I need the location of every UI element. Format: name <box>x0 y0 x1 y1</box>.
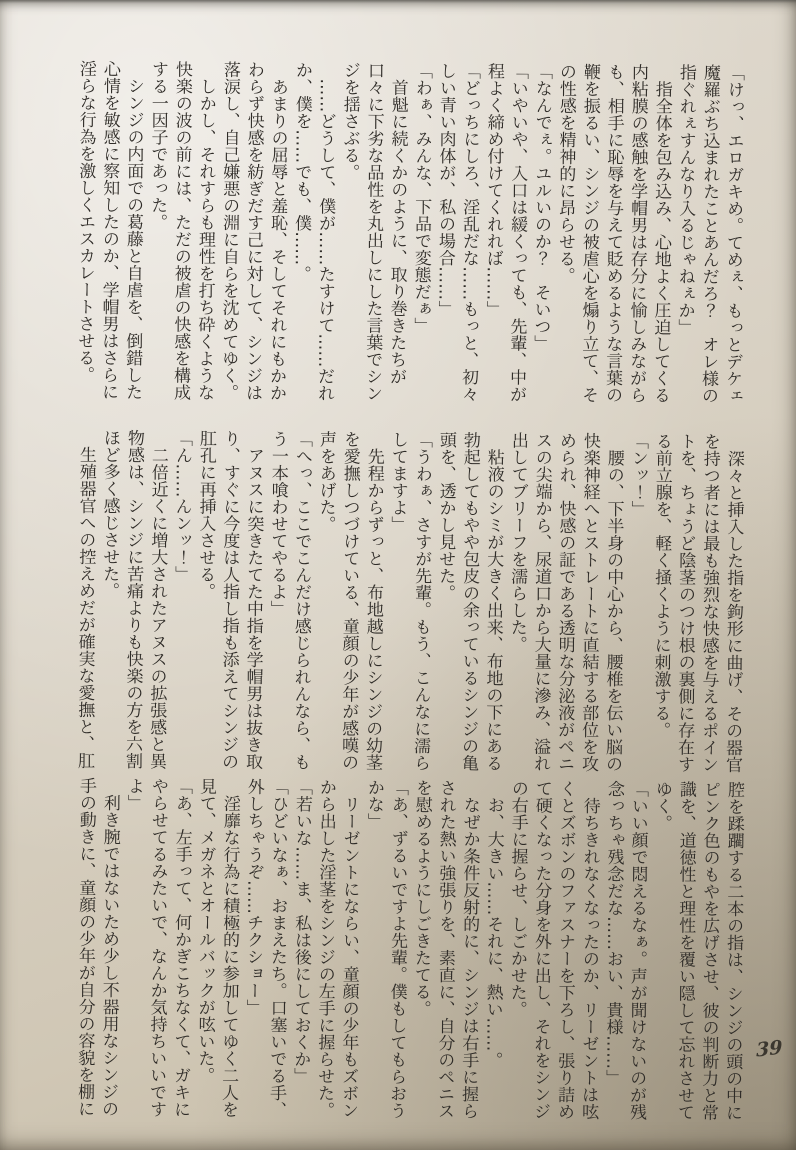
text-paragraph: あまりの屈辱と羞恥、そしてそれにもかかわらず快感を紡ぎだす己に対して、シンジは落涙し、自己嫌悪の淵に自らを沈めてゆく。 <box>217 60 289 402</box>
text-paragraph: 深々と挿入した指を鉤形に曲げ、その器官を持つ者には最も強烈な快感を与えるポイントを、ちょうど陰茎のつけ根の裏側に存在する前立腺を、軽く掻くように刺激する。 <box>650 432 745 773</box>
text-paragraph: 腔を蹂躙する二本の指は、シンジの頭の中にピンク色のもやを広げさせ、彼の判断力と常識を、道徳性と理性を覆い隠して忘れさせてゆく。 <box>651 780 745 1121</box>
text-paragraph: シンジの内面での葛藤と自虐を、倒錯した心情を敏感に察知したのか、学帽男はさらに淫らな行為を激しくエスカレートさせる。 <box>74 59 145 401</box>
text-paragraph: 首魁に続くかのように、取り巻きたちが口々に下劣な品性を丸出しにした言葉でシンジを揺さぶる。 <box>339 61 409 402</box>
text-paragraph: 「あ、左手って、何かぎこちなくて、ガキにやらせてるみたいで、なんか気持ちいいですよ」 <box>123 777 193 1118</box>
text-paragraph: 粘液のシミが大きく出来、布地の下にある勃起してもやや包皮の余っているシンジの亀頭を、透かし見せた。 <box>434 431 505 772</box>
text-paragraph: 「あ、ずるいですよ先輩。僕もしてもらおうかな」 <box>363 778 409 1119</box>
text-paragraph: しかし、それすらも理性を打ち砕くような快楽の波の前には、ただの被虐の快感を構成する一因子であった。 <box>146 60 217 401</box>
text-paragraph: 「若いな……ま、私は後にしておくか」 <box>290 778 313 1085</box>
text-paragraph: リーゼントにならい、童顔の少年もズボンから出した淫茎をシンジの左手に握らせた。 <box>313 778 361 1119</box>
text-paragraph: 「なんでぇ。ユルいのか？ そいつ」 <box>530 62 553 352</box>
text-paragraph: お、大きい……それに、熱い……。 <box>482 779 505 1069</box>
text-paragraph: 「ん……んンッ！」 <box>171 429 193 583</box>
text-paragraph: 「いい顔で悶えるなぁ。声が聞けないのが残念っちゃ残念だな……おい、貴様……」 <box>602 780 649 1121</box>
text-paragraph: 二倍近くに増大されたアヌスの拡張感と異物感は、シンジに苦痛よりも快楽の方を六割ほど多く感じさせた。 <box>98 429 169 770</box>
text-paragraph: アヌスに突きたてた中指を学帽男は抜き取り、すぐに今度は人指し指も添えてシンジの肛孔に再挿入させる。 <box>194 429 265 771</box>
text-block-middle <box>72 429 746 778</box>
text-paragraph: 先程からずっと、布地越しにシンジの幼茎を愛撫しつづけている、童顔の少年が感嘆の声をあげた。 <box>315 430 385 771</box>
text-paragraph: 「うわぁ、さすが先輩。もう、こんなに濡らしてますよ」 <box>387 430 433 772</box>
text-paragraph: 利き腕ではないため少し不器用なシンジの手の動きに、童顔の少年が自分の容貌を棚に <box>73 776 121 1118</box>
text-paragraph: なぜか条件反射的に、シンジは右手に握らされた熱い強張りを、素直に、自分のペニスを慰めるようにしごきたてる。 <box>410 778 481 1120</box>
text-paragraph: 「どっちにしろ、淫乱だな……もっと、初々しい青い肉体が、私の場合……」 <box>434 62 481 403</box>
text-paragraph: 生殖器官への控えめだが確実な愛撫と、肛 <box>73 428 97 770</box>
text-paragraph: 指全体を包み込み、心地よく圧迫してくる内粘膜の感触を学帽男は存分に愉しみながらも、相手に恥辱を与えて貶めるような言葉の鞭を振るい、シンジの被虐心を煽り立て、その性感を精神的に昂らせる。 <box>554 62 673 404</box>
text-block-bottom <box>72 777 746 1126</box>
text-paragraph: 「いやいや、入口は緩くっても、先輩、中が程よく締め付けてくれれば……」 <box>482 62 529 403</box>
text-paragraph: 「わぁ、みんな、下品で変態だぁ」 <box>410 61 433 335</box>
page-number: 39 <box>755 1036 783 1062</box>
text-paragraph: 「ひどいなぁ、おまえたち。口塞いでる手、外しちゃうぞ……チクショー」 <box>242 777 289 1119</box>
text-paragraph: 淫靡な行為に積極的に参加してゆく二人を見て、メガネとオールバックが呟いた。 <box>194 777 241 1118</box>
text-block-top <box>72 60 746 409</box>
text-paragraph: 待ちきれなくなったのか、リーゼントは呟くとズボンのファスナーを下ろし、張り詰めて硬くなった分身を外に出し、それをシンジの右手に握らせ、しごかせた。 <box>506 779 601 1121</box>
text-paragraph: 「へっ、ここでこんだけ感じられんなら、もう一本喰わせてやるよ」 <box>266 430 313 771</box>
text-paragraph: ……どうして、僕が……たすけて……だれか、僕を……でも、僕……。 <box>290 61 337 402</box>
text-paragraph: 腰の、下半身の中心から、腰椎を伝い脳の快楽神経へとストレートに直結する部位を攻められ、快感の証である透明な分泌液がペニスの尖端から、尿道口から大量に滲み、溢れ出してブリーフを濡らした。 <box>506 431 625 773</box>
text-paragraph: 「ンッ！」 <box>627 432 649 518</box>
text-paragraph: 「けっ、エロガキめ。てめぇ、もっとデケェ魔羅ぶち込まれたことあんだろ？ オレ様の指ぐれぇすんなり入るじゃねぇか」 <box>674 63 745 404</box>
